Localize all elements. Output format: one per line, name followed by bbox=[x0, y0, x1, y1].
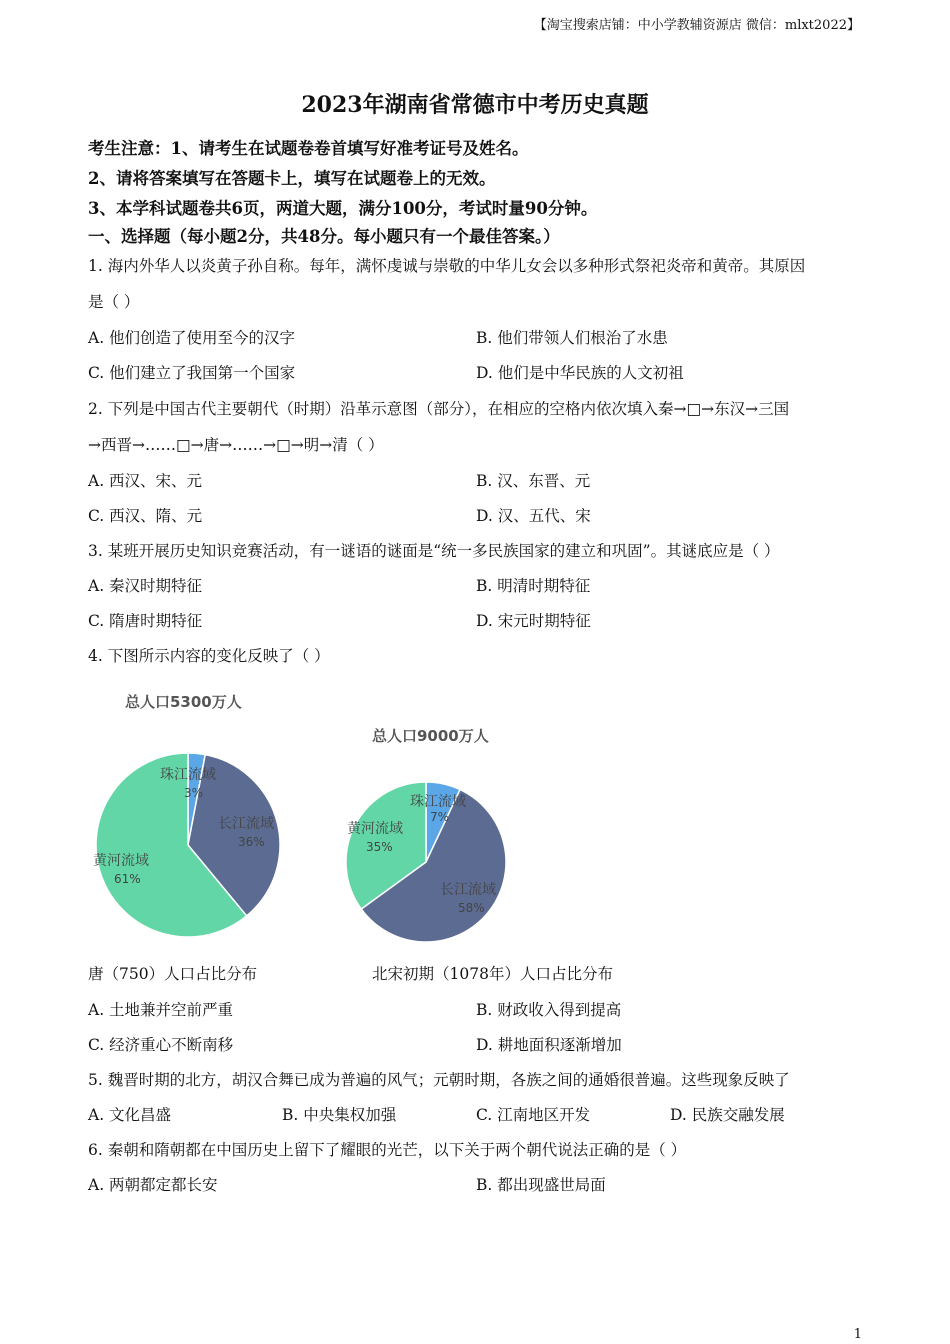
question-3-option: D. 宋元时期特征 bbox=[476, 612, 591, 630]
question-2-option: D. 汉、五代、宋 bbox=[476, 507, 591, 525]
question-2-stem: →西晋→……□→唐→……→□→明→清（ ） bbox=[88, 436, 384, 454]
notice-line: 2、请将答案填写在答题卡上，填写在试题卷上的无效。 bbox=[88, 169, 496, 188]
question-1-option: B. 他们带领人们根治了水患 bbox=[476, 329, 668, 347]
question-6-option: A. 两朝都定都长安 bbox=[88, 1176, 218, 1194]
question-3-option: C. 隋唐时期特征 bbox=[88, 612, 203, 630]
pie-1-pct-changjiang: 36% bbox=[238, 835, 265, 849]
pie-1-label-huanghe: 黄河流域 bbox=[93, 853, 149, 869]
question-5-stem: 5. 魏晋时期的北方，胡汉合舞已成为普遍的风气；元朝时期，各族之间的通婚很普遍。这些现象反映了 bbox=[88, 1071, 790, 1089]
question-1-option: A. 他们创造了使用至今的汉字 bbox=[88, 329, 296, 347]
question-4-option: A. 土地兼并空前严重 bbox=[88, 1001, 234, 1019]
pie-1-caption: 唐（750）人口占比分布 bbox=[88, 965, 258, 983]
question-5-option: B. 中央集权加强 bbox=[282, 1106, 397, 1124]
pie-2-label-changjiang: 长江流域 bbox=[440, 882, 496, 898]
notice-line: 考生注意：1、请考生在试题卷卷首填写好准考证号及姓名。 bbox=[88, 139, 529, 158]
question-4-option: B. 财政收入得到提高 bbox=[476, 1001, 622, 1019]
question-3-option: A. 秦汉时期特征 bbox=[88, 577, 203, 595]
pie-1-pct-zhujiang: 3% bbox=[184, 786, 204, 800]
question-1-option: C. 他们建立了我国第一个国家 bbox=[88, 364, 296, 382]
population-pie-charts bbox=[80, 680, 540, 955]
question-2-option: C. 西汉、隋、元 bbox=[88, 507, 203, 525]
question-3-stem: 3. 某班开展历史知识竞赛活动，有一谜语的谜面是“统一多民族国家的建立和巩固”。其谜底应是（ ） bbox=[88, 542, 780, 560]
page-number: 1 bbox=[853, 1327, 862, 1342]
question-2-stem: 2. 下列是中国古代主要朝代（时期）沿革示意图（部分），在相应的空格内依次填入秦→□→东汉→三国 bbox=[88, 400, 790, 418]
pie-1-label-zhujiang: 珠江流域 bbox=[160, 767, 216, 783]
pie-2-label-huanghe: 黄河流域 bbox=[347, 821, 403, 837]
question-5-option: C. 江南地区开发 bbox=[476, 1106, 591, 1124]
question-4-option: D. 耕地面积逐渐增加 bbox=[476, 1036, 622, 1054]
question-2-option: A. 西汉、宋、元 bbox=[88, 472, 203, 490]
question-1-stem: 是（ ） bbox=[88, 293, 140, 311]
question-4-option: C. 经济重心不断南移 bbox=[88, 1036, 234, 1054]
question-5-option: A. 文化昌盛 bbox=[88, 1106, 172, 1124]
pie-1-pct-huanghe: 61% bbox=[114, 872, 141, 886]
question-5-option: D. 民族交融发展 bbox=[670, 1106, 785, 1124]
question-4-stem: 4. 下图所示内容的变化反映了（ ） bbox=[88, 647, 330, 665]
question-2-option: B. 汉、东晋、元 bbox=[476, 472, 591, 490]
pie-2-pct-zhujiang: 7% bbox=[430, 810, 450, 824]
pie-2-pct-changjiang: 58% bbox=[458, 901, 485, 915]
pie-2-title: 总人口9000万人 bbox=[372, 727, 489, 745]
pie-1-title: 总人口5300万人 bbox=[125, 693, 242, 711]
page-title: 2023年湖南省常德市中考历史真题 bbox=[301, 92, 649, 118]
pie-1-label-changjiang: 长江流域 bbox=[218, 816, 274, 832]
pie-2-caption: 北宋初期（1078年）人口占比分布 bbox=[372, 965, 613, 983]
question-1-option: D. 他们是中华民族的人文初祖 bbox=[476, 364, 684, 382]
question-1-stem: 1. 海内外华人以炎黄子孙自称。每年，满怀虔诚与崇敬的中华儿女会以多种形式祭祀炎帝和黄帝。其原因 bbox=[88, 257, 806, 275]
notice-line: 3、本学科试题卷共6页，两道大题，满分100分，考试时量90分钟。 bbox=[88, 199, 598, 218]
question-3-option: B. 明清时期特征 bbox=[476, 577, 591, 595]
question-6-stem: 6. 秦朝和隋朝都在中国历史上留下了耀眼的光芒，以下关于两个朝代说法正确的是（ ） bbox=[88, 1141, 687, 1159]
question-6-option: B. 都出现盛世局面 bbox=[476, 1176, 606, 1194]
pie-2-label-zhujiang: 珠江流域 bbox=[410, 794, 466, 810]
section-heading: 一、选择题（每小题2分，共48分。每小题只有一个最佳答案。） bbox=[88, 227, 560, 246]
pie-2-pct-huanghe: 35% bbox=[366, 840, 393, 854]
page-header: 【淘宝搜索店铺：中小学教辅资源店 微信：mlxt2022】 bbox=[533, 18, 860, 33]
